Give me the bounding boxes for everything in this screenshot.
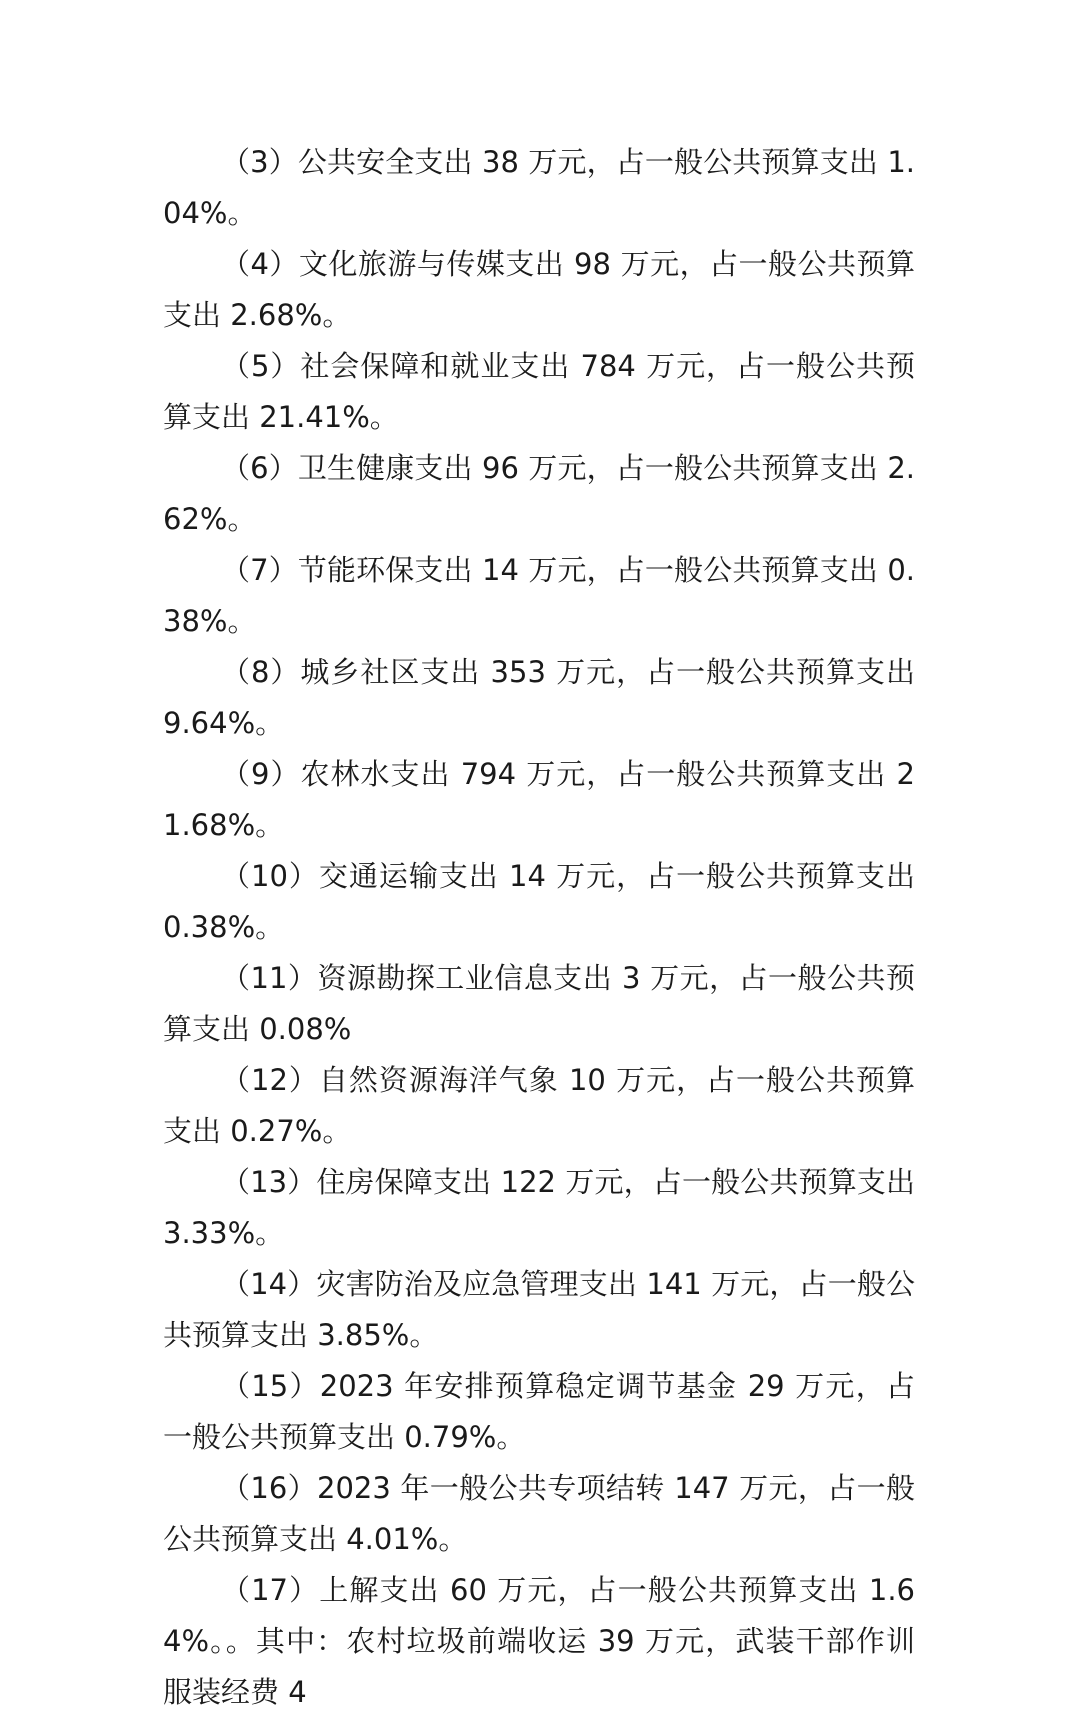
paragraph-item-14: （14）灾害防治及应急管理支出 141 万元，占一般公共预算支出 3.85%。 — [163, 1267, 915, 1352]
paragraph-item-15: （15）2023 年安排预算稳定调节基金 29 万元，占一般公共预算支出 0.79%。 — [163, 1369, 915, 1454]
paragraph-item-16: （16）2023 年一般公共专项结转 147 万元，占一般公共预算支出 4.01%。 — [163, 1471, 915, 1556]
paragraph-item-7: （7）节能环保支出 14 万元，占一般公共预算支出 0.38%。 — [163, 553, 915, 638]
paragraph-item-3: （3）公共安全支出 38 万元，占一般公共预算支出 1.04%。 — [163, 145, 915, 230]
paragraph-item-13: （13）住房保障支出 122 万元，占一般公共预算支出 3.33%。 — [163, 1165, 915, 1250]
document-body — [163, 137, 915, 1718]
paragraph-item-4: （4）文化旅游与传媒支出 98 万元，占一般公共预算支出 2.68%。 — [163, 247, 915, 332]
paragraph-item-9: （9）农林水支出 794 万元，占一般公共预算支出 21.68%。 — [163, 757, 915, 842]
paragraph-item-5: （5）社会保障和就业支出 784 万元，占一般公共预算支出 21.41%。 — [163, 349, 915, 434]
paragraph-item-11: （11）资源勘探工业信息支出 3 万元，占一般公共预算支出 0.08% — [163, 961, 915, 1046]
paragraph-item-17: （17）上解支出 60 万元，占一般公共预算支出 1.64%。。其中：农村垃圾前端收运 39 万元，武装干部作训服装经费 4 — [163, 1573, 915, 1709]
paragraph-item-12: （12）自然资源海洋气象 10 万元，占一般公共预算支出 0.27%。 — [163, 1063, 915, 1148]
paragraph-item-10: （10）交通运输支出 14 万元，占一般公共预算支出 0.38%。 — [163, 859, 915, 944]
paragraph-item-8: （8）城乡社区支出 353 万元，占一般公共预算支出 9.64%。 — [163, 655, 915, 740]
paragraph-item-6: （6）卫生健康支出 96 万元，占一般公共预算支出 2.62%。 — [163, 451, 915, 536]
